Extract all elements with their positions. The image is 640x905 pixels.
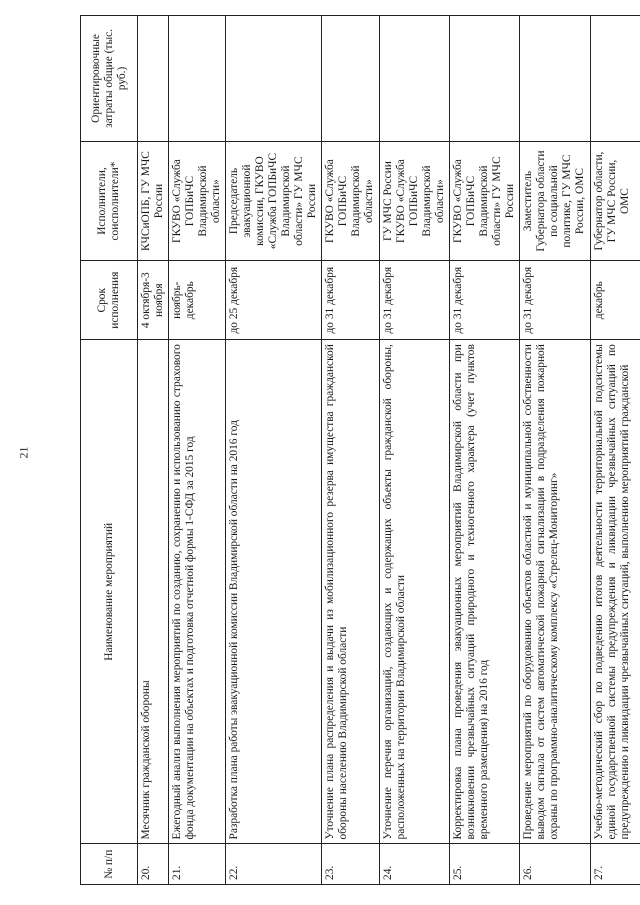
cell-cost <box>322 16 380 142</box>
table-header-row <box>81 16 138 885</box>
table-row <box>169 16 226 885</box>
cell-date: до 31 декабря <box>520 261 591 340</box>
header-num: № п/п <box>81 844 138 885</box>
header-name: Наименование мероприятий <box>81 340 138 844</box>
cell-exec: ГКУВО «Служба ГОПБиЧС Владимирской области» ГУ МЧС России <box>450 141 520 260</box>
header-cost: Ориентировочные затраты общие (тыс. руб.) <box>81 16 138 142</box>
cell-num: 21. <box>169 844 226 885</box>
cell-date: 4 октября-3 ноября <box>138 261 169 340</box>
rotated-page <box>80 15 631 885</box>
cell-name: Уточнение перечня организаций, создающих и содержащих объекты гражданской обороны, расположенных на территории Владимирской области <box>380 340 450 844</box>
cell-name: Месячник гражданской обороны <box>138 340 169 844</box>
cell-exec: ГКУВО «Служба ГОПБиЧС Владимирской области» <box>169 141 226 260</box>
cell-num: 25. <box>450 844 520 885</box>
cell-cost <box>169 16 226 142</box>
cell-num: 24. <box>380 844 450 885</box>
cell-date: до 25 декабря <box>226 261 322 340</box>
cell-num: 27. <box>591 844 640 885</box>
cell-name: Учебно-методический сбор по подведению итогов деятельности территориальной подсистемы единой государственной системы предупреждения и ликвидации чрезвычайных ситуаций по предупреждению и ликвидации чрезвычайных ситуаций, выполнению мероприятий гражданской <box>591 340 640 844</box>
cell-num: 20. <box>138 844 169 885</box>
table-row <box>520 16 591 885</box>
cell-cost <box>450 16 520 142</box>
cell-exec: ГКУВО «Служба ГОПБиЧС Владимирской области» <box>322 141 380 260</box>
page-number <box>14 0 34 905</box>
cell-date: до 31 декабря <box>450 261 520 340</box>
page-number-text: 21 <box>16 446 31 459</box>
table-row <box>450 16 520 885</box>
table-row <box>322 16 380 885</box>
cell-date: ноябрь-декабрь <box>169 261 226 340</box>
cell-exec: ГУ МЧС России ГКУВО «Служба ГОПБиЧС Владимирской области» <box>380 141 450 260</box>
cell-num: 26. <box>520 844 591 885</box>
cell-cost <box>591 16 640 142</box>
events-table <box>80 15 640 885</box>
cell-cost <box>520 16 591 142</box>
cell-num: 22. <box>226 844 322 885</box>
cell-name: Уточнение плана распределения и выдачи из мобилизационного резерва имущества гражданской обороны населению Владимирской области <box>322 340 380 844</box>
cell-date: до 31 декабря <box>322 261 380 340</box>
cell-cost <box>380 16 450 142</box>
cell-cost <box>138 16 169 142</box>
cell-name: Разработка плана работы эвакуационной комиссии Владимирской области на 2016 год <box>226 340 322 844</box>
table-row <box>380 16 450 885</box>
cell-exec: КЧСиОПБ, ГУ МЧС России <box>138 141 169 260</box>
table-row <box>591 16 640 885</box>
cell-exec: Председатель эвакуационной комиссии, ГКУВО «Служба ГОПБиЧС Владимирской области» ГУ МЧС России <box>226 141 322 260</box>
cell-cost <box>226 16 322 142</box>
cell-date: декабрь <box>591 261 640 340</box>
cell-exec: Губернатор области, ГУ МЧС России, ОМС <box>591 141 640 260</box>
cell-name: Ежегодный анализ выполнения мероприятий по созданию, сохранению и использованию страхового фонда документации на объектах и подготовка отчетной формы 1-СФД за 2015 год <box>169 340 226 844</box>
cell-date: до 31 декабря <box>380 261 450 340</box>
cell-num: 23. <box>322 844 380 885</box>
header-date: Срок исполнения <box>81 261 138 340</box>
header-exec: Исполнители, соисполнители* <box>81 141 138 260</box>
cell-exec: Заместитель Губернатора области по социальной политике, ГУ МЧС России, ОМС <box>520 141 591 260</box>
table-row <box>226 16 322 885</box>
cell-name: Проведение мероприятий по оборудованию объектов областной и муниципальной собственности выводом сигнала от систем автоматической пожарной сигнализации в подразделения пожарной охраны по программно-аналитическому комплексу «Стрелец-Мониторинг» <box>520 340 591 844</box>
cell-name: Корректировка плана проведения эвакуационных мероприятий Владимирской области при возникновении чрезвычайных ситуаций природного и техногенного характера (учет пунктов временного размещения) на 2016 год <box>450 340 520 844</box>
table-row <box>138 16 169 885</box>
